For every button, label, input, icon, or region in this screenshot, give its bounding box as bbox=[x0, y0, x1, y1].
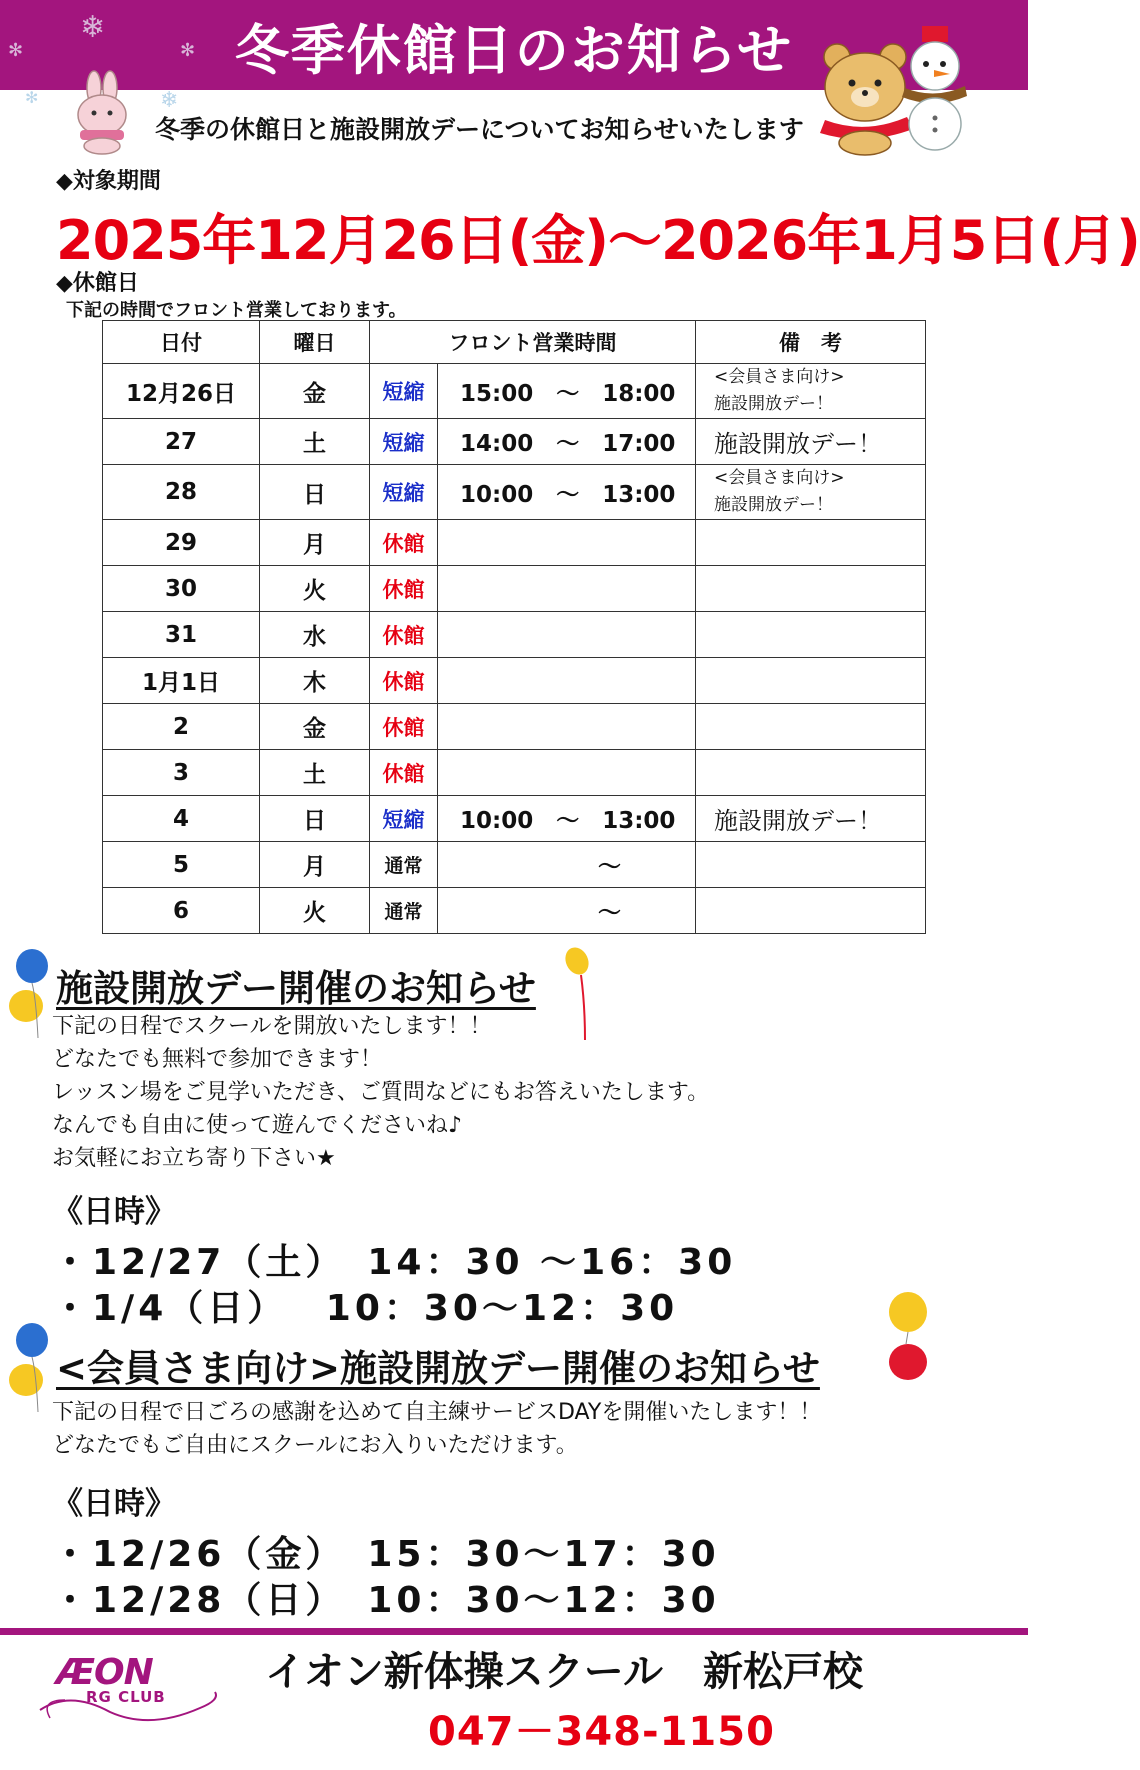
cell-memo bbox=[696, 566, 926, 612]
header-hours: フロント営業時間 bbox=[370, 321, 696, 364]
cell-day: 火 bbox=[260, 888, 370, 934]
cell-date: 12月26日 bbox=[103, 364, 260, 419]
cell-status: 休館 bbox=[370, 520, 438, 566]
phone-number: 047－348-1150 bbox=[428, 1709, 775, 1755]
table-note: 下記の時間でフロント営業しております。 bbox=[66, 300, 407, 321]
table-row bbox=[103, 842, 926, 888]
member-day-date: ・12/26（金） 15：30～17：30 bbox=[52, 1534, 720, 1575]
cell-status: 通常 bbox=[370, 842, 438, 888]
cell-time bbox=[438, 658, 696, 704]
table-row bbox=[103, 419, 926, 465]
cell-date: 29 bbox=[103, 520, 260, 566]
open-day-line: なんでも自由に使って遊んでくださいね♪ bbox=[52, 1113, 463, 1138]
open-day-date: ・1/4（日） 10：30～12：30 bbox=[52, 1288, 679, 1329]
open-day-line: お気軽にお立ち寄り下さい★ bbox=[52, 1146, 336, 1171]
header-date: 日付 bbox=[103, 321, 260, 364]
cell-date: 5 bbox=[103, 842, 260, 888]
cell-date: 1月1日 bbox=[103, 658, 260, 704]
table-row bbox=[103, 658, 926, 704]
cell-memo bbox=[696, 750, 926, 796]
cell-day: 金 bbox=[260, 364, 370, 419]
cell-memo: 施設開放デー！ bbox=[696, 419, 926, 465]
snowflake-icon: ❄ bbox=[80, 10, 106, 45]
table-row bbox=[103, 364, 926, 419]
cell-time bbox=[438, 750, 696, 796]
snowflake-icon: ❄ bbox=[160, 88, 179, 113]
cell-day: 日 bbox=[260, 796, 370, 842]
bunny-illustration bbox=[62, 70, 147, 155]
cell-memo: <会員さま向け> 施設開放デー！ bbox=[696, 465, 926, 520]
cell-day: 木 bbox=[260, 658, 370, 704]
table-row bbox=[103, 566, 926, 612]
cell-date: 28 bbox=[103, 465, 260, 520]
cell-day: 土 bbox=[260, 419, 370, 465]
cell-memo bbox=[696, 658, 926, 704]
cell-time: ～ bbox=[438, 842, 696, 888]
open-day-title: 施設開放デー開催のお知らせ bbox=[56, 967, 536, 1010]
cell-memo: 施設開放デー！ bbox=[696, 796, 926, 842]
member-day-date: ・12/28（日） 10：30～12：30 bbox=[52, 1580, 720, 1621]
header-day: 曜日 bbox=[260, 321, 370, 364]
cell-memo bbox=[696, 888, 926, 934]
cell-time: ～ bbox=[438, 888, 696, 934]
open-day-line: 下記の日程でスクールを開放いたします！！ bbox=[52, 1014, 492, 1039]
closed-label: ◆休館日 bbox=[56, 271, 139, 296]
cell-status: 通常 bbox=[370, 888, 438, 934]
table-row bbox=[103, 465, 926, 520]
cell-status: 休館 bbox=[370, 612, 438, 658]
cell-time: 14:00 ～ 17:00 bbox=[438, 419, 696, 465]
cell-date: 3 bbox=[103, 750, 260, 796]
cell-time bbox=[438, 704, 696, 750]
cell-day: 土 bbox=[260, 750, 370, 796]
snowflake-icon: ✻ bbox=[8, 40, 24, 61]
page-subtitle: 冬季の休館日と施設開放デーについてお知らせいたします bbox=[155, 115, 804, 144]
cell-status: 休館 bbox=[370, 704, 438, 750]
open-day-datetime-label: 《日時》 bbox=[52, 1194, 176, 1230]
member-day-body bbox=[52, 1396, 821, 1462]
open-day-line: どなたでも無料で参加できます！ bbox=[52, 1047, 383, 1072]
cell-status: 短縮 bbox=[370, 419, 438, 465]
cell-day: 月 bbox=[260, 842, 370, 888]
table-header-row bbox=[103, 321, 926, 364]
cell-time bbox=[438, 612, 696, 658]
cell-memo bbox=[696, 704, 926, 750]
cell-memo: <会員さま向け> 施設開放デー！ bbox=[696, 364, 926, 419]
cell-day: 火 bbox=[260, 566, 370, 612]
cell-memo bbox=[696, 520, 926, 566]
cell-status: 短縮 bbox=[370, 364, 438, 419]
snowflake-icon: ✻ bbox=[180, 40, 196, 61]
open-day-date: ・12/27（土） 14：30 ～16：30 bbox=[52, 1242, 737, 1283]
footer-bar bbox=[0, 1628, 1028, 1635]
cell-date: 27 bbox=[103, 419, 260, 465]
cell-date: 31 bbox=[103, 612, 260, 658]
cell-day: 水 bbox=[260, 612, 370, 658]
page-title: 冬季休館日のお知らせ bbox=[234, 19, 794, 82]
cell-memo bbox=[696, 842, 926, 888]
cell-status: 休館 bbox=[370, 750, 438, 796]
cell-date: 2 bbox=[103, 704, 260, 750]
hours-table bbox=[102, 320, 926, 934]
period-label: ◆対象期間 bbox=[56, 169, 161, 194]
balloon-icon bbox=[8, 948, 58, 1058]
table-row bbox=[103, 796, 926, 842]
member-day-title: <会員さま向け>施設開放デー開催のお知らせ bbox=[56, 1347, 820, 1390]
table-row bbox=[103, 704, 926, 750]
balloon-icon bbox=[8, 1322, 58, 1432]
header-memo: 備 考 bbox=[696, 321, 926, 364]
cell-time: 15:00 ～ 18:00 bbox=[438, 364, 696, 419]
balloon-icon bbox=[880, 1290, 940, 1400]
cell-status: 短縮 bbox=[370, 796, 438, 842]
member-day-line: どなたでもご自由にスクールにお入りいただけます。 bbox=[52, 1433, 578, 1458]
period-value: 2025年12月26日(金)～2026年1月5日(月) bbox=[56, 209, 1140, 272]
open-day-line: レッスン場をご見学いただき、ご質問などにもお答えいたします。 bbox=[52, 1080, 710, 1105]
cell-time: 10:00 ～ 13:00 bbox=[438, 465, 696, 520]
cell-status: 短縮 bbox=[370, 465, 438, 520]
cell-day: 金 bbox=[260, 704, 370, 750]
cell-date: 4 bbox=[103, 796, 260, 842]
snowman-illustration bbox=[880, 22, 980, 152]
member-day-line: 下記の日程で日ごろの感謝を込めて自主練サービスDAYを開催いたします！！ bbox=[52, 1400, 822, 1425]
cell-time bbox=[438, 566, 696, 612]
rg-club-logo-text: RG CLUB bbox=[86, 1688, 166, 1706]
table-row bbox=[103, 612, 926, 658]
table-row bbox=[103, 750, 926, 796]
cell-time: 10:00 ～ 13:00 bbox=[438, 796, 696, 842]
cell-day: 日 bbox=[260, 465, 370, 520]
cell-status: 休館 bbox=[370, 658, 438, 704]
cell-memo bbox=[696, 612, 926, 658]
cell-status: 休館 bbox=[370, 566, 438, 612]
cell-date: 6 bbox=[103, 888, 260, 934]
member-day-datetime-label: 《日時》 bbox=[52, 1486, 176, 1522]
aeon-logo: ÆON bbox=[56, 1652, 153, 1693]
open-day-body bbox=[52, 1010, 709, 1175]
table-row bbox=[103, 888, 926, 934]
table-row bbox=[103, 520, 926, 566]
cell-day: 月 bbox=[260, 520, 370, 566]
cell-time bbox=[438, 520, 696, 566]
cell-date: 30 bbox=[103, 566, 260, 612]
logo-swirl bbox=[30, 1670, 230, 1730]
snowflake-icon: ✻ bbox=[25, 88, 39, 107]
school-name: イオン新体操スクール 新松戸校 bbox=[265, 1649, 863, 1695]
